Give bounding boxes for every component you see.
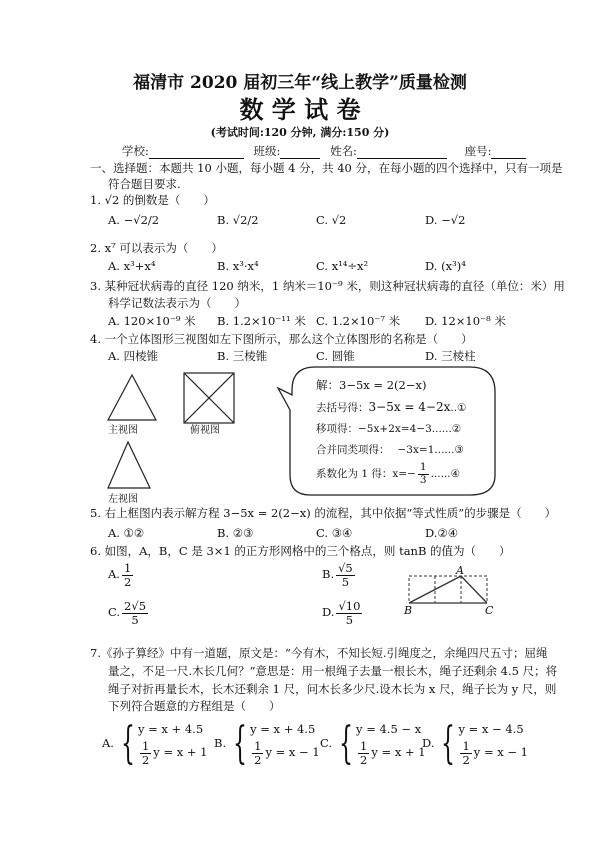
q6-option-b: B. $\frac{√5}{5}$ [322,561,353,589]
q7-option-b: B. { y = x + 4.5 $\frac{1}{2}$ y = x − 1 [214,718,320,770]
q4-option-d: D. 三棱柱 [425,349,476,363]
subject-title: 数 学 试 卷 [239,95,361,124]
top-view-square [184,373,234,423]
q3-stem: 3. 某种冠状病毒的直径 120 纳米，1 纳米＝10⁻⁹ 米，则这种冠状病毒的直径（单位：米）用 [90,279,565,293]
q2-option-b: B. x³·x⁴ [217,259,259,273]
solution-line-2: 去括号得：3−5x = 4−2x..① [316,400,467,414]
q3-option-c: C. 1.2×10⁻⁷ 米 [316,314,401,328]
q5-option-a: A. ①② [108,526,145,540]
q7-stem: 7.《孙子算经》中有一道题，原文是：“今有木，不知长短.引绳度之，余绳四尺五寸；屈绳 [90,646,548,660]
q1-option-b: B. √2/2 [217,213,259,227]
q1-option-c: C. √2 [316,213,347,227]
class-label: 班级: [253,144,281,158]
q3-option-d: D. 12×10⁻⁸ 米 [425,314,506,328]
q5-option-b: B. ②③ [217,526,254,540]
q2-option-a: A. x³+x⁴ [108,259,156,273]
top-view-label: 俯视图 [190,425,220,436]
point-c-label: C [485,604,494,617]
name-label: 姓名: [330,144,357,158]
exam-info: (考试时间:120 分钟, 满分:150 分) [210,126,390,139]
q6-option-d: D. $\frac{√10}{5}$ [322,599,361,627]
front-view-label: 主视图 [108,425,138,436]
q1-option-a: A. −√2/2 [108,213,160,227]
q3-stem-2: 科学记数法表示为（ ） [108,296,246,310]
point-b-label: B [404,604,413,617]
q4-option-b: B. 三棱锥 [217,349,268,363]
solution-line-3: 移项得：−5x+2x=4−3......② [316,423,462,435]
q2-stem: 2. x⁷ 可以表示为（ ） [90,241,223,255]
q7-stem-2: 量之，不足一尺.木长几何？”意思是：用一根绳子去量一根长木，绳子还剩余 4.5 尺；将 [108,664,558,678]
solution-line-1: 解：3−5x = 2(2−x) [316,378,427,392]
q7-option-d: D. { y = x − 4.5 $\frac{1}{2}$ y = x − 1 [422,718,528,770]
q3-option-a: A. 120×10⁻⁹ 米 [108,314,196,328]
q3-option-b: B. 1.2×10⁻¹¹ 米 [217,314,306,328]
point-a-label: A [456,564,464,577]
q7-stem-3: 绳子对折再量长木，长木还剩余 1 尺，问木长多少尺.设木长为 x 尺，绳子长为 y 尺，则 [108,682,557,696]
solution-line-5: 系数化为 1 得：x=− $\frac{1}{3}$ ......④ [316,461,461,486]
left-view-triangle [108,442,150,488]
q4-stem: 4. 一个立体图形三视图如左下图所示，那么这个立体图形的名称是（ ） [90,332,473,346]
left-view-label: 左视图 [108,494,138,505]
q4-option-c: C. 圆锥 [316,349,355,363]
q5-stem: 5. 右上框图内表示解方程 3−5x = 2(2−x) 的流程，其中依据“等式性质”的步骤是（ ） [90,506,557,520]
school-label: 学校: [122,144,149,158]
q5-option-c: C. ③④ [316,526,353,540]
seat-label: 座号: [464,144,492,158]
q1-stem: 1. √2 的倒数是（ ） [90,193,215,207]
solution-line-4: 合并同类项得： −3x=1......③ [316,444,464,456]
q6-option-c: C. $\frac{2√5}{5}$ [108,599,147,627]
q6-stem: 6. 如图，A，B，C 是 3×1 的正方形网格中的三个格点，则 tanB 的值为（ ） [90,544,511,558]
q2-option-d: D. (x³)⁴ [425,259,466,273]
q1-option-d: D. −√2 [425,213,466,227]
grid-figure [409,576,487,603]
q7-option-c: C. { y = 4.5 − x $\frac{1}{2}$ y = x + 1 [320,718,426,770]
q5-option-d: D.②④ [425,526,459,540]
q7-stem-4: 下列符合题意的方程组是（ ） [108,699,281,713]
section-instructions: 一、选择题：本题共 10 小题，每小题 4 分，共 40 分，在每小题的四个选择中，只有一项是 [90,161,563,175]
section-instructions-2: 符合题目要求. [108,177,181,191]
q6-option-a: A. $\frac{1}{2}$ [108,561,132,589]
q4-option-a: A. 四棱锥 [108,349,159,363]
q7-option-a: A. { y = x + 4.5 $\frac{1}{2}$ y = x + 1 [102,718,208,770]
exam-title: 福清市 2020 届初三年“线上教学”质量检测 [133,73,467,93]
front-view-triangle [108,375,156,420]
q2-option-c: C. x¹⁴÷x² [316,259,369,273]
